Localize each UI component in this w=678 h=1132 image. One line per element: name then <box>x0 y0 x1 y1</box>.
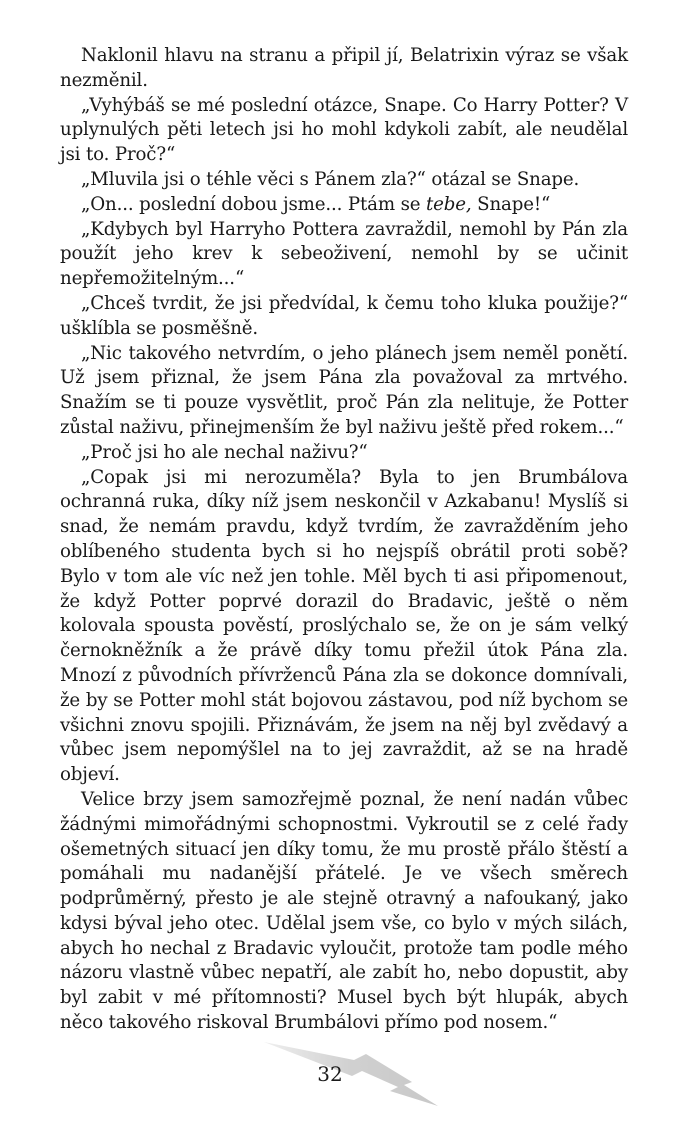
paragraph-text: „On... poslední dobou jsme... Ptám se <box>81 193 427 215</box>
paragraph: „Nic takového netvrdím, o jeho plánech jsem neměl ponětí. Už jsem přiznal, že jsem Pána zla považoval za mrtvého. Snažím se ti pouze vysvětlit, proč Pán zla nelituje, že Potter zůstal naživu, přinejmenším že byl naživu ještě před rokem...“ <box>60 342 628 438</box>
page-footer <box>0 1030 678 1130</box>
paragraph <box>60 193 628 218</box>
paragraph: „Copak jsi mi nerozuměla? Byla to jen Brumbálova ochranná ruka, díky níž jsem neskončil v Azkabanu! Myslíš si snad, že nemám pravdu, když tvrdím, že zavražděním jeho oblíbeného studenta bych si ho nejspíš obrátil proti sobě? Bylo v tom ale víc než jen tohle. Měl bych ti asi připomenout, že když Potter poprvé dorazil do Bradavic, ještě o něm kolovala spousta pověstí, proslýchalo se, že on je sám velký černokněžník a že právě díky tomu přežil útok Pána zla. Mnozí z původních přívrženců Pána zla se dokonce domnívali, že by se Potter mohl stát bojovou zástavou, pod níž bychom se všichni znovu spojili. Přiznávám, že jsem na něj byl zvědavý a vůbec jsem nepomýšlel na to jej zavraždit, až se na hradě objeví. <box>60 466 628 786</box>
paragraph: Naklonil hlavu na stranu a připil jí, Belatrixin výraz se však nezměnil. <box>60 45 628 91</box>
paragraph: „Mluvila jsi o téhle věci s Pánem zla?“ otázal se Snape. <box>81 168 580 190</box>
paragraph: „Kdybych byl Harryho Pottera zavraždil, nemohl by Pán zla použít jeho krev k sebeoživení, nemohl by se učinit nepřemožitelným...“ <box>60 218 628 290</box>
paragraph-text: Snape!“ <box>471 193 551 215</box>
paragraph: Velice brzy jsem samozřejmě poznal, že není nadán vůbec žádnými mimořádnými schopnostmi. Vykroutil se z celé řady ošemetných situací jen díky tomu, že mu prostě přálo štěstí a pomáhali mu nadanější přátelé. Je ve všech směrech podprůměrný, přesto je ale stejně otravný a nafoukaný, jako kdysi býval jeho otec. Udělal jsem vše, co bylo v mých silách, abych ho nechal z Bradavic vyloučit, protože tam podle mého názoru vlastně vůbec nepatří, ale zabít ho, nebo dopustit, aby byl zabit v mé přítomnosti? Musel bych být hlupák, abych něco takového riskoval Brumbálovi přímo pod nosem.“ <box>60 788 628 1034</box>
page-body <box>60 44 628 1036</box>
emphasis-text: tebe, <box>426 193 472 215</box>
paragraph: „Vyhýbáš se mé poslední otázce, Snape. Co Harry Potter? V uplynulých pěti letech jsi ho mohl kdykoli zabít, ale neudělal jsi to. Proč?“ <box>60 94 628 166</box>
page-number: 32 <box>317 1062 343 1086</box>
paragraph: „Proč jsi ho ale nechal naživu?“ <box>81 441 368 463</box>
paragraph: „Chceš tvrdit, že jsi předvídal, k čemu toho kluka použije?“ ušklíbla se posměšně. <box>60 292 628 339</box>
